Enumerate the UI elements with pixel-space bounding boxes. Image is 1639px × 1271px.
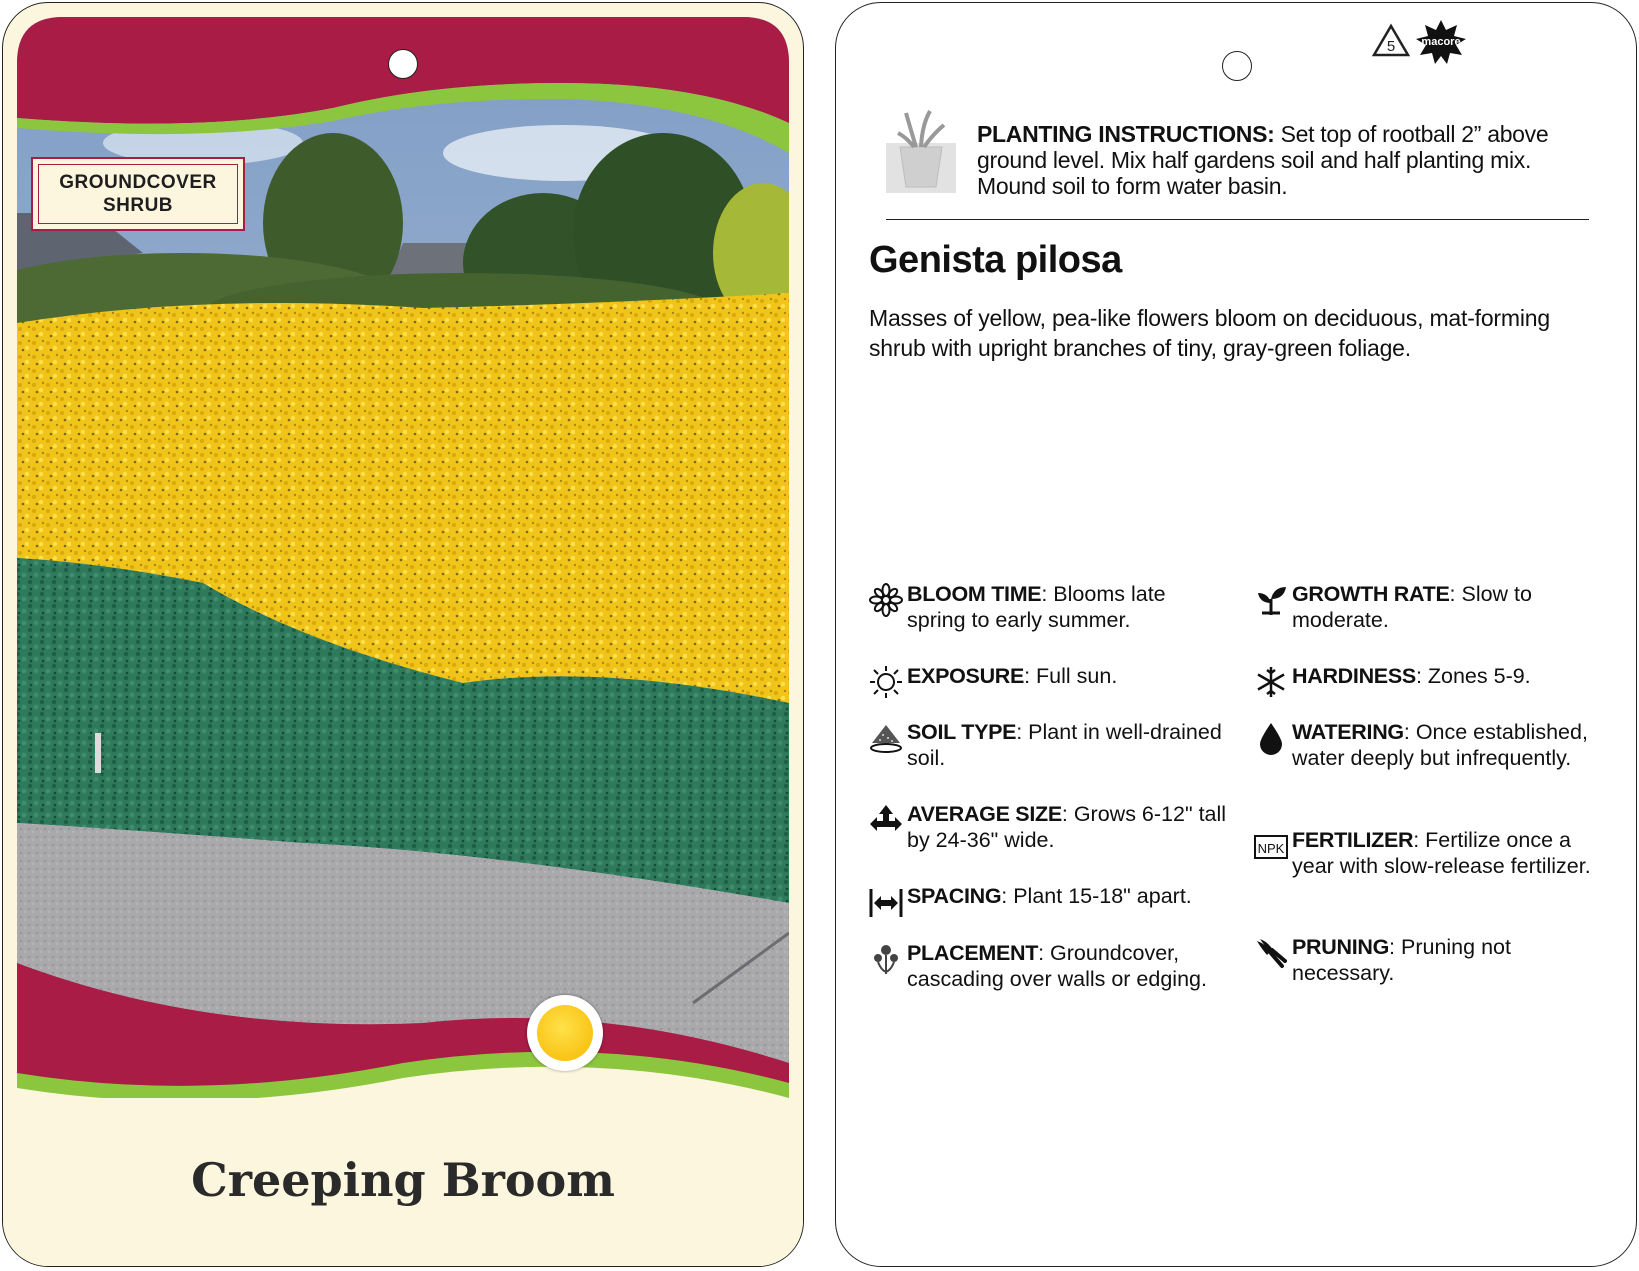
recycle-number: 5 bbox=[1386, 38, 1396, 55]
water-drop-icon bbox=[1254, 721, 1288, 755]
attr-label: GROWTH RATE bbox=[1292, 582, 1450, 606]
attr-value: : Plant 15-18" apart. bbox=[1001, 884, 1192, 908]
recycle-icon bbox=[1371, 23, 1411, 59]
attr-value: : Full sun. bbox=[1024, 664, 1118, 688]
attr-value: : Zones 5-9. bbox=[1415, 664, 1531, 688]
hang-hole bbox=[388, 49, 418, 79]
npk-icon bbox=[1254, 829, 1288, 863]
attr-value: : Plant in well-drained soil. bbox=[907, 720, 1222, 770]
attr-label: FERTILIZER bbox=[1292, 828, 1414, 852]
divider bbox=[886, 219, 1589, 220]
common-name: Creeping Broom bbox=[191, 1153, 615, 1207]
planting-instructions-text: Set top of rootball 2” above ground level. Mix half gardens soil and half planting mix. Mound soil to form water basin. bbox=[977, 121, 1549, 199]
attr-value: : Groundcover, cascading over walls or edging. bbox=[907, 941, 1207, 991]
planting-instructions-label: PLANTING INSTRUCTIONS: bbox=[977, 121, 1275, 147]
attr-label: HARDINESS bbox=[1292, 664, 1416, 688]
plant-tag-front bbox=[2, 2, 804, 1267]
attr-value: : Once established, water deeply but infrequently. bbox=[1292, 720, 1588, 770]
sprout-icon bbox=[1254, 583, 1288, 617]
attr-value: : Fertilize once a year with slow-release fertilizer. bbox=[1292, 828, 1591, 878]
size-arrows-icon bbox=[869, 803, 903, 837]
plant-description: Masses of yellow, pea-like flowers bloom on deciduous, mat-forming shrub with upright branches of tiny, gray-green foliage. bbox=[869, 305, 1550, 361]
planting-instructions bbox=[977, 121, 1577, 199]
plant-tag-back bbox=[835, 2, 1637, 1267]
attr-label: SOIL TYPE bbox=[907, 720, 1017, 744]
botanical-name: Genista pilosa bbox=[869, 239, 1122, 281]
planting-pot-icon bbox=[886, 107, 956, 197]
macore-logo-icon bbox=[1414, 19, 1468, 65]
attr-label: EXPOSURE bbox=[907, 664, 1025, 688]
badge-line-2: SHRUB bbox=[102, 195, 174, 216]
soil-icon bbox=[869, 721, 903, 755]
attr-value: : Blooms late spring to early summer. bbox=[907, 582, 1166, 632]
snowflake-icon bbox=[1254, 665, 1288, 699]
macore-label: macore bbox=[1421, 36, 1461, 48]
attr-label: SPACING bbox=[907, 884, 1002, 908]
attr-value: : Slow to moderate. bbox=[1292, 582, 1532, 632]
attr-value: : Grows 6-12" tall by 24-36" wide. bbox=[907, 802, 1227, 852]
flower-icon bbox=[869, 583, 903, 617]
pruners-icon bbox=[1254, 936, 1288, 970]
attr-label: WATERING bbox=[1292, 720, 1404, 744]
hang-hole bbox=[1222, 51, 1252, 81]
sun-icon bbox=[869, 665, 903, 699]
attr-label: AVERAGE SIZE bbox=[907, 802, 1062, 826]
attr-label: PRUNING bbox=[1292, 935, 1390, 959]
category-badge bbox=[31, 157, 245, 231]
spacing-icon bbox=[869, 885, 903, 919]
attr-label: BLOOM TIME bbox=[907, 582, 1042, 606]
badge-line-1: GROUNDCOVER bbox=[59, 172, 217, 193]
placement-icon bbox=[869, 942, 903, 976]
full-sun-icon bbox=[527, 995, 603, 1071]
attr-value: : Pruning not necessary. bbox=[1292, 935, 1511, 985]
npk-label: NPK bbox=[1257, 841, 1285, 856]
attr-label: PLACEMENT bbox=[907, 941, 1039, 965]
